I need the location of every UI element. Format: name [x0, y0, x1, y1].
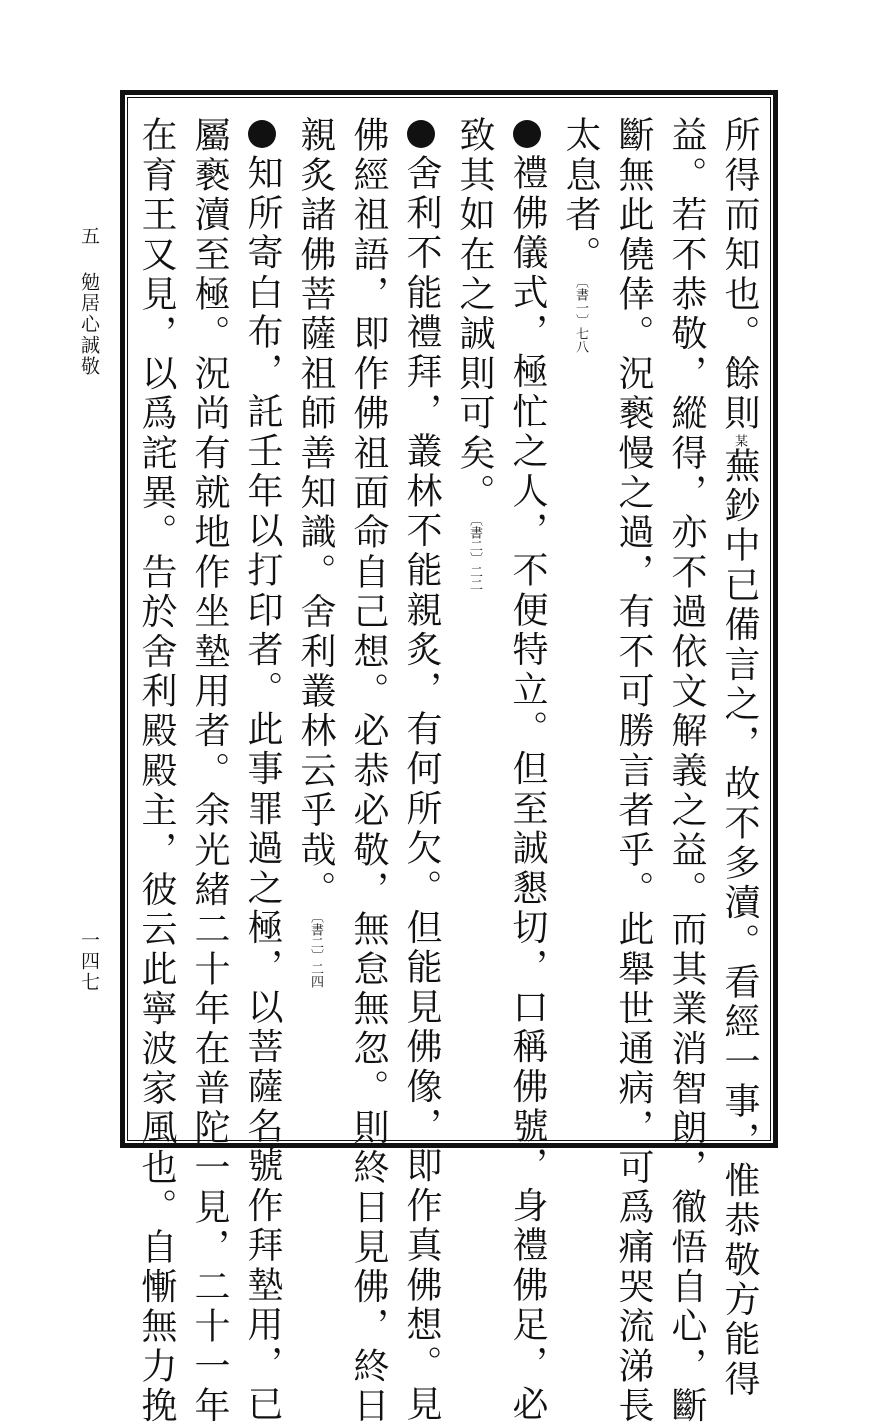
source-note: 某 — [732, 433, 747, 447]
chapter-title: 勉居心誠敬 — [78, 272, 100, 377]
text-run: 蕪鈔中已備言之，故不多瀆。看經一事，惟恭敬方能得 — [719, 446, 760, 1400]
text-column — [610, 116, 656, 1426]
text-run: 在育王又見，以爲詫異。告於舍利殿殿主，彼云此寧波家風也。自慚無力挽 — [136, 116, 177, 1426]
text-run: 知所寄白布，託壬年以打印者。此事罪過之極，以菩薩名號作拜墊用，已 — [242, 154, 283, 1425]
text-column — [557, 116, 603, 353]
text-run: 親炙諸佛菩薩祖師善知識。舍利叢林云乎哉。 — [295, 116, 336, 910]
text-run: 斷無此僥倖。況褻慢之過，有不可勝言者乎。此舉世通病，可爲痛哭流涕長 — [613, 116, 654, 1426]
text-column — [451, 116, 497, 591]
text-column — [663, 116, 709, 1426]
section-number: 五 — [78, 226, 100, 247]
text-run: 太息者。 — [560, 116, 601, 275]
page-number: 一四七 — [78, 930, 100, 993]
text-column — [133, 116, 179, 1426]
text-run: 致其如在之誠則可矣。 — [454, 116, 495, 513]
text-run: 屬褻瀆至極。況尚有就地作坐墊用者。余光緒二十年在普陀一見，二十一年 — [189, 116, 230, 1426]
text-run: 所得而知也。餘則 — [719, 116, 760, 434]
source-note: 〔書一〕七八 — [573, 274, 588, 353]
text-run: 益。若不恭敬，縱得，亦不過依文解義之益。而其業消智朗，徹悟自心，斷 — [666, 116, 707, 1426]
text-run: 舍利不能禮拜，叢林不能親炙，有何所欠。但能見佛像，即作真佛想。見 — [401, 154, 442, 1425]
bullet-marker — [248, 120, 276, 148]
text-column — [239, 116, 285, 1424]
text-run: 佛經祖語，即作佛祖面命自己想。必恭必敬，無怠無忽。則終日見佛，終日 — [348, 116, 389, 1426]
text-column — [345, 116, 391, 1426]
bullet-marker — [407, 120, 435, 148]
source-note: 〔書二〕二二 — [467, 513, 482, 591]
text-column — [292, 116, 338, 988]
source-note: 〔書二〕二四 — [308, 910, 323, 988]
text-column — [716, 116, 762, 1399]
text-column — [186, 116, 232, 1426]
text-run: 禮佛儀式，極忙之人，不便特立。但至誠懇切，口稱佛號，身禮佛足，必 — [507, 154, 548, 1425]
text-column — [504, 116, 550, 1424]
bullet-marker — [513, 120, 541, 148]
text-column — [398, 116, 444, 1424]
